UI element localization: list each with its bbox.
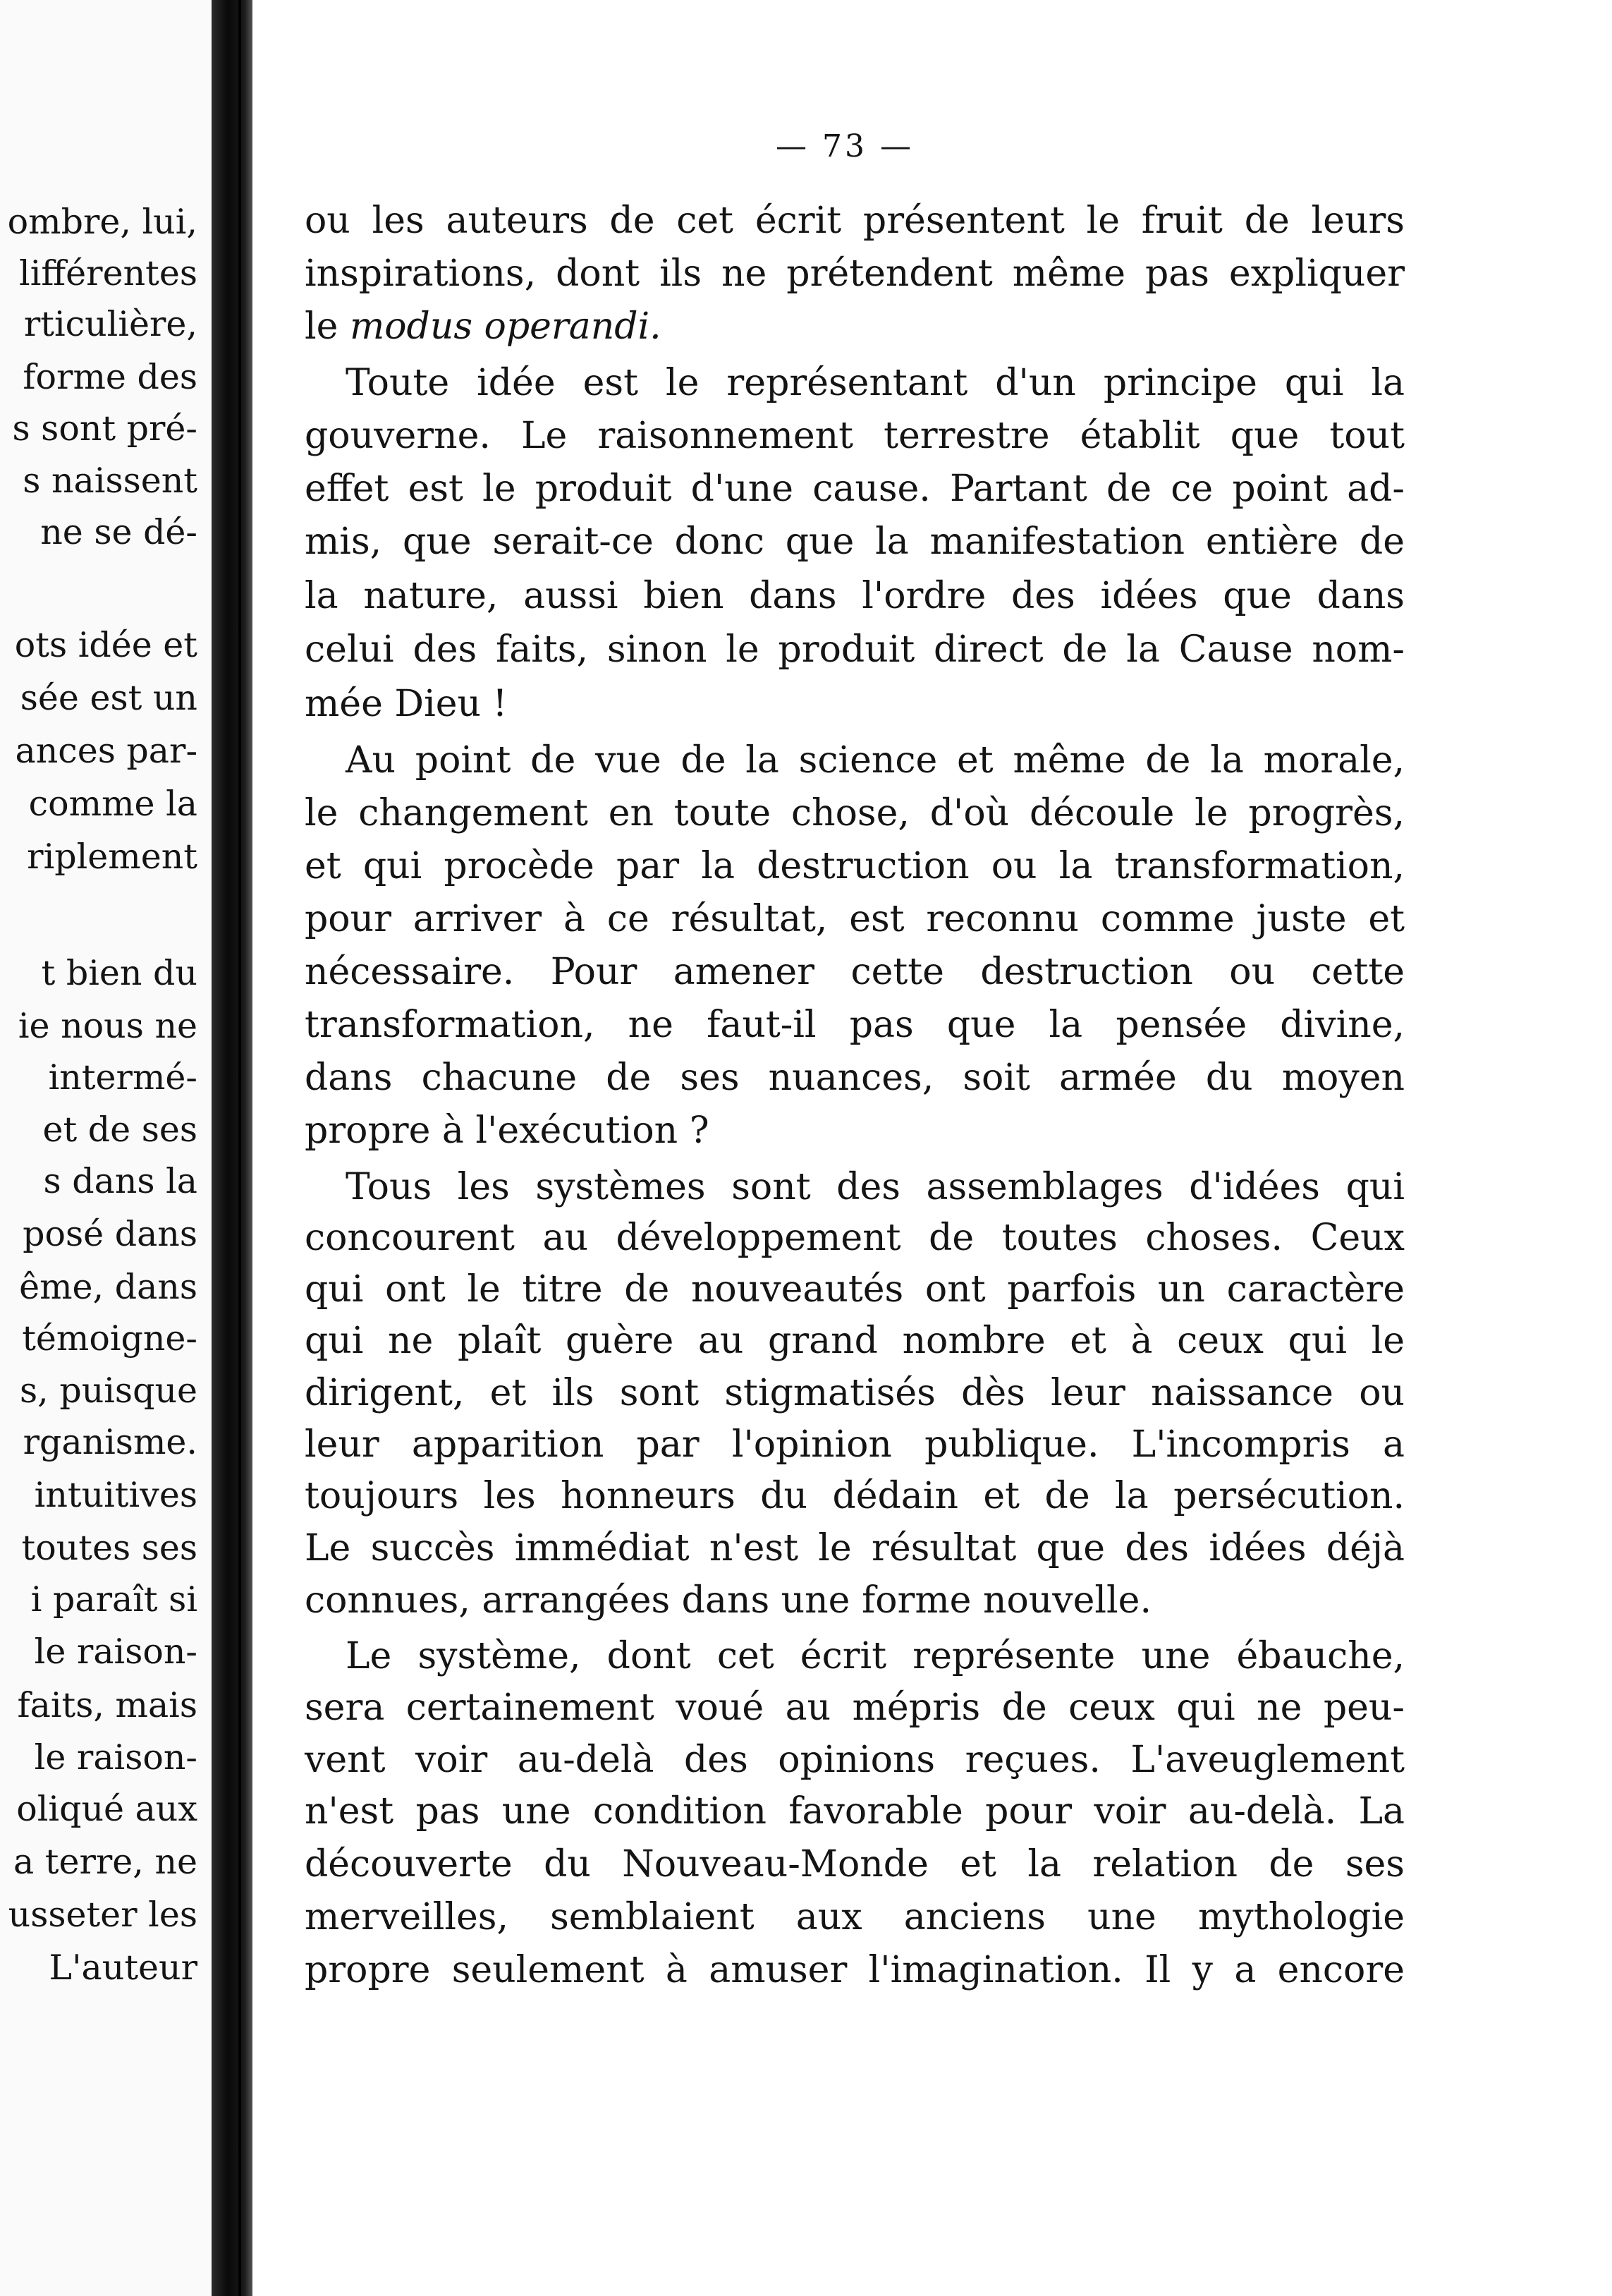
left-page-line: riplement (27, 837, 197, 877)
left-page-line: oliqué aux (16, 1789, 197, 1829)
left-page-line: s sont pré- (12, 408, 197, 449)
left-page-line: sée est un (20, 678, 197, 718)
text-fragment: le (305, 305, 338, 348)
italic-phrase: modus operandi. (349, 305, 661, 348)
text-line: sera certainement voué au mépris de ceux qui ne peu- (305, 1687, 1405, 1729)
left-page-line: t bien du (41, 953, 197, 993)
text-line: découverte du Nouveau-Monde et la relation de ses (305, 1843, 1405, 1885)
text-line: qui ont le titre de nouveautés ont parfois un caractère (305, 1268, 1405, 1311)
text-line: toujours les honneurs du dédain et de la persécution. (305, 1475, 1405, 1517)
left-page-line: ême, dans (19, 1267, 197, 1307)
left-page-line: ombre, lui, (7, 202, 197, 242)
text-line: connues, arrangées dans une forme nouvelle. (305, 1579, 1152, 1622)
left-page-line: s naissent (23, 461, 197, 501)
left-page-line: et de ses (42, 1110, 197, 1150)
text-line: Le système, dont cet écrit représente une ébauche, (346, 1635, 1405, 1677)
left-page-line: usseter les (8, 1895, 197, 1935)
left-page-line: témoigne- (22, 1318, 197, 1359)
text-line: gouverne. Le raisonnement terrestre établit que tout (305, 415, 1405, 457)
left-page-line: posé dans (23, 1214, 197, 1254)
left-page-line: intermé- (48, 1057, 197, 1098)
text-line: vent voir au-delà des opinions reçues. L'aveuglement (305, 1739, 1405, 1781)
left-page-line: L'auteur (49, 1948, 197, 1988)
text-line: leur apparition par l'opinion publique. L'incompris a (305, 1423, 1405, 1466)
left-page-line: faits, mais (17, 1685, 197, 1725)
text-line: et qui procède par la destruction ou la transformation, (305, 845, 1405, 887)
left-page-line: lifférentes (19, 253, 197, 293)
left-page-line: rganisme. (23, 1422, 197, 1462)
text-line: dans chacune de ses nuances, soit armée du moyen (305, 1057, 1405, 1099)
left-page-line: intuitives (34, 1475, 197, 1515)
text-line: Au point de vue de la science et même de la morale, (346, 739, 1405, 782)
left-page-line: rticulière, (23, 304, 197, 344)
text-line: mée Dieu ! (305, 683, 508, 725)
page-number: — 73 — (776, 128, 914, 164)
text-line: qui ne plaît guère au grand nombre et à ceux qui le (305, 1320, 1405, 1362)
page-fold-line (238, 0, 241, 2296)
text-line: n'est pas une condition favorable pour voir au-delà. La (305, 1790, 1405, 1833)
left-page-line: forme des (23, 357, 197, 397)
text-line: dirigent, et ils sont stigmatisés dès leur naissance ou (305, 1372, 1405, 1414)
text-line: le changement en toute chose, d'où découle le progrès, (305, 792, 1405, 834)
text-line: ou les auteurs de cet écrit présentent le fruit de leurs (305, 200, 1405, 242)
text-line: concourent au développement de toutes choses. Ceux (305, 1217, 1405, 1259)
text-line: la nature, aussi bien dans l'ordre des idées que dans (305, 575, 1405, 617)
left-page-line: le raison- (34, 1632, 197, 1672)
left-page-line: s, puisque (20, 1371, 197, 1411)
text-line: Toute idée est le représentant d'un principe qui la (346, 362, 1405, 404)
text-line: Le succès immédiat n'est le résultat que des idées déjà (305, 1527, 1405, 1569)
text-line: merveilles, semblaient aux anciens une mythologie (305, 1896, 1405, 1938)
left-page-line: a terre, ne (13, 1842, 197, 1882)
text-line: propre seulement à amuser l'imagination. Il y a encore (305, 1949, 1405, 1991)
left-page-line: le raison- (34, 1737, 197, 1778)
text-line: inspirations, dont ils ne prétendent même pas expliquer (305, 253, 1405, 295)
left-page-line: i paraît si (30, 1579, 197, 1620)
text-line: propre à l'exécution ? (305, 1110, 709, 1152)
text-line: pour arriver à ce résultat, est reconnu comme juste et (305, 898, 1405, 940)
text-line: Tous les systèmes sont des assemblages d'idées qui (346, 1166, 1405, 1208)
text-line: nécessaire. Pour amener cette destruction ou cette (305, 951, 1405, 993)
left-page-line: ances par- (15, 731, 197, 771)
text-line: effet est le produit d'une cause. Partant de ce point ad- (305, 468, 1405, 510)
text-line: mis, que serait-ce donc que la manifestation entière de (305, 521, 1405, 563)
left-page-line: ie nous ne (18, 1006, 197, 1046)
left-page-line: comme la (28, 784, 197, 824)
text-line: celui des faits, sinon le produit direct de la Cause nom- (305, 628, 1405, 671)
left-page-line: ne se dé- (40, 512, 197, 552)
left-page-line: s dans la (43, 1161, 197, 1201)
text-line: transformation, ne faut-il pas que la pensée divine, (305, 1004, 1405, 1046)
text-line (305, 303, 1405, 350)
left-page-line: toutes ses (21, 1528, 197, 1568)
left-facing-page-fragment (0, 0, 212, 2296)
book-gutter (212, 0, 252, 2296)
left-page-line: ots idée et (14, 625, 197, 665)
